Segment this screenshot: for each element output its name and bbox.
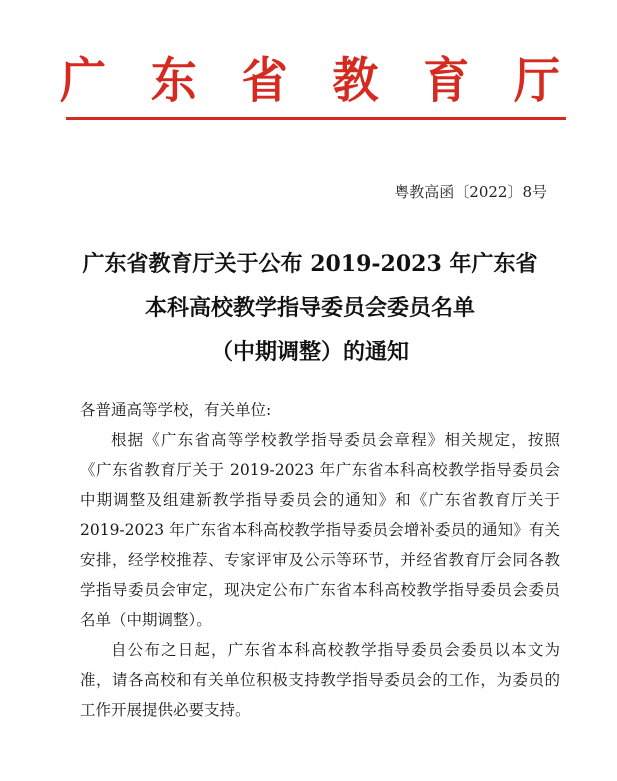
document-number: 粤教高函〔2022〕8号 — [394, 183, 547, 201]
salutation: 各普通高等学校，有关单位: — [80, 401, 272, 419]
document-body — [80, 395, 560, 725]
document-title — [60, 242, 560, 374]
title-line: （中期调整）的通知 — [210, 339, 409, 365]
issuer-masthead — [55, 52, 565, 108]
masthead-char: 省 — [241, 51, 288, 109]
body-paragraph: 自公布之日起，广东省本科高校教学指导委员会委员以本文为准，请各高校和有关单位积极支持教学指导委员会的工作，为委员的工作开展提供必要支持。 — [80, 641, 560, 719]
masthead-char: 育 — [423, 51, 470, 109]
masthead-char: 东 — [150, 51, 197, 109]
masthead-char: 教 — [332, 51, 379, 109]
title-line: 本科高校教学指导委员会委员名单 — [144, 295, 475, 321]
body-paragraph: 根据《广东省高等学校教学指导委员会章程》相关规定，按照《广东省教育厅关于 2019-2023 年广东省本科高校教学指导委员会中期调整及组建新教学指导委员会的通知》和《广东省教育厅关于 2019-2023 年广东省本科高校教学指导委员会增补委员的通知》有关安排，经学校推荐、专家评审及公示等环节，并经省教育厅会同各教学指导委员会审定，现决定公布广东省本科高校教学指导委员会委员名单（中期调整）。 — [80, 431, 560, 629]
masthead-char: 广 — [60, 51, 106, 109]
title-line: 广东省教育厅关于公布 2019-2023 年广东省 — [82, 251, 538, 277]
masthead-char: 厅 — [513, 51, 560, 109]
masthead-divider — [66, 117, 566, 120]
